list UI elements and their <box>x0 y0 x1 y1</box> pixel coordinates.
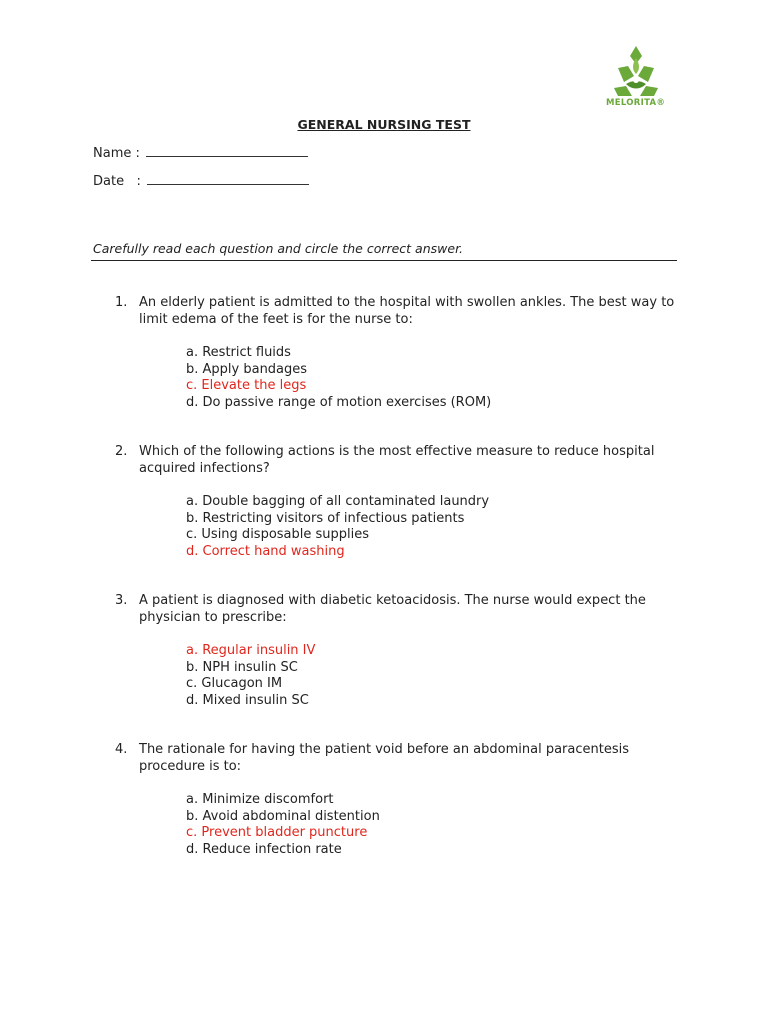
page-title: GENERAL NURSING TEST <box>297 117 471 132</box>
option-d[interactable]: d. Mixed insulin SC <box>186 692 309 708</box>
question-text: An elderly patient is admitted to the hospital with swollen ankles. The best way to limit edema of the feet is for the nurse to: <box>139 295 675 327</box>
question-3 <box>115 593 685 709</box>
option-d[interactable]: d. Reduce infection rate <box>186 841 342 857</box>
question-text: The rationale for having the patient void before an abdominal paracentesis procedure is to: <box>139 742 630 774</box>
date-label: Date : <box>93 174 141 189</box>
date-field[interactable] <box>93 172 309 189</box>
option-a[interactable]: a. Double bagging of all contaminated laundry <box>186 494 490 509</box>
brand-name: MELORITA® <box>606 98 666 108</box>
question-1 <box>115 295 685 411</box>
name-label: Name : <box>93 146 140 161</box>
option-d-correct[interactable]: d. Correct hand washing <box>186 543 345 559</box>
option-b[interactable]: b. NPH insulin SC <box>186 659 298 675</box>
answer-options <box>186 643 685 709</box>
name-blank-line[interactable] <box>146 144 308 157</box>
option-b[interactable]: b. Avoid abdominal distention <box>186 808 380 824</box>
question-2 <box>115 444 685 560</box>
divider <box>91 260 677 261</box>
date-blank-line[interactable] <box>147 172 309 185</box>
question-text: A patient is diagnosed with diabetic ketoacidosis. The nurse would expect the physician to prescribe: <box>139 593 646 625</box>
name-field[interactable] <box>93 144 308 161</box>
question-number: 3. <box>115 593 128 608</box>
instruction-text: Carefully read each question and circle the correct answer. <box>93 241 464 256</box>
answer-options <box>186 494 685 560</box>
question-number: 2. <box>115 444 128 459</box>
question-number: 4. <box>115 742 128 757</box>
option-b[interactable]: b. Restricting visitors of infectious patients <box>186 510 465 526</box>
brand-logo <box>600 44 680 114</box>
option-a[interactable]: a. Restrict fluids <box>186 345 291 360</box>
question-text: Which of the following actions is the most effective measure to reduce hospital acquired infections? <box>139 444 655 476</box>
question-number: 1. <box>115 295 128 310</box>
option-d[interactable]: d. Do passive range of motion exercises (ROM) <box>186 394 492 410</box>
option-c-correct[interactable]: c. Elevate the legs <box>186 378 307 393</box>
option-c-correct[interactable]: c. Prevent bladder puncture <box>186 825 368 840</box>
option-a[interactable]: a. Minimize discomfort <box>186 792 334 807</box>
question-4 <box>115 742 685 858</box>
answer-options <box>186 345 685 411</box>
option-b[interactable]: b. Apply bandages <box>186 361 308 377</box>
option-c[interactable]: c. Glucagon IM <box>186 676 283 691</box>
option-a-correct[interactable]: a. Regular insulin IV <box>186 643 316 658</box>
option-c[interactable]: c. Using disposable supplies <box>186 527 370 542</box>
melorita-logo-icon <box>612 44 660 98</box>
answer-options <box>186 792 685 858</box>
